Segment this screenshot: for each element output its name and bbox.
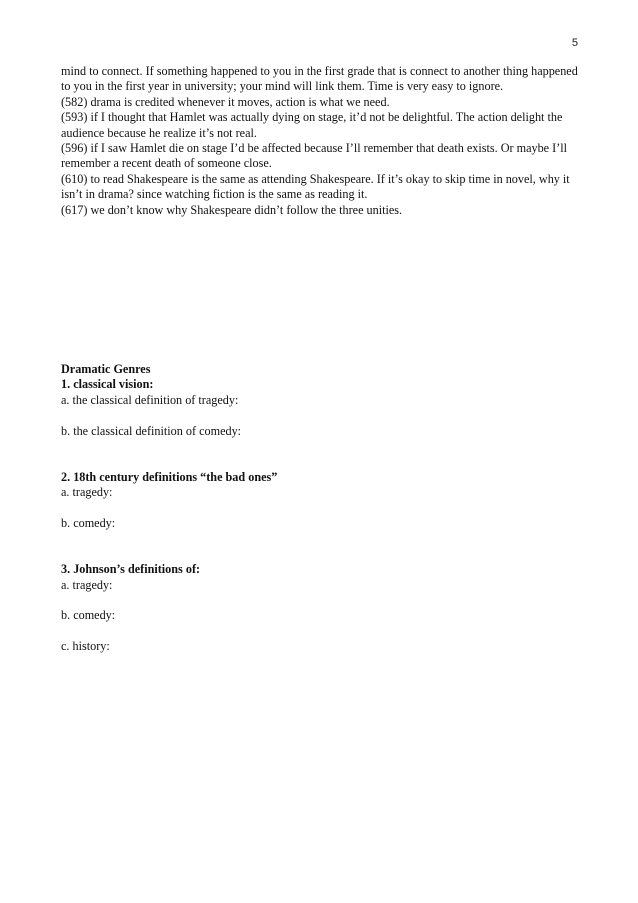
notes-paragraph: (582) drama is credited whenever it moves, action is what we need. <box>61 94 390 109</box>
genre-item: b. comedy: <box>61 608 116 623</box>
notes-paragraph: mind to connect. If something happened to you in the first grade that is connect to another thing happened to you in the first year in university; your mind will link them. Time is very easy to ignore. <box>61 64 578 94</box>
genre-item: a. tragedy: <box>61 485 113 500</box>
genre-item: c. history: <box>61 639 110 654</box>
section-title: Dramatic Genres <box>61 362 151 376</box>
genre-heading: 3. Johnson’s definitions of: <box>61 562 201 577</box>
genre-section-johnson <box>61 562 581 654</box>
genre-section-18th-century <box>61 470 581 532</box>
notes-paragraph: (593) if I thought that Hamlet was actually dying on stage, it’d not be delightful. The action delight the audience because he realize it’s not real. <box>61 110 563 140</box>
genre-item: a. the classical definition of tragedy: <box>61 392 239 407</box>
genre-item: b. the classical definition of comedy: <box>61 423 242 438</box>
genre-section-classical <box>61 377 581 439</box>
notes-paragraph: (610) to read Shakespeare is the same as attending Shakespeare. If it’s okay to skip time in novel, why it isn’t in drama? since watching fiction is the same as reading it. <box>61 171 570 202</box>
genre-heading: 2. 18th century definitions “the bad ones” <box>61 469 278 484</box>
page-number: 5 <box>571 37 578 49</box>
lecture-notes <box>61 64 581 218</box>
genre-item: b. comedy: <box>61 516 116 531</box>
genre-item: a. tragedy: <box>61 577 113 592</box>
notes-paragraph: (617) we don’t know why Shakespeare didn’t follow the three unities. <box>61 202 403 217</box>
dramatic-genres-section <box>61 362 581 655</box>
notes-paragraph: (596) if I saw Hamlet die on stage I’d be affected because I’ll remember that death exists. Or maybe I’ll remember a recent death of someone close. <box>61 141 568 171</box>
genre-heading: 1. classical vision: <box>61 377 154 392</box>
